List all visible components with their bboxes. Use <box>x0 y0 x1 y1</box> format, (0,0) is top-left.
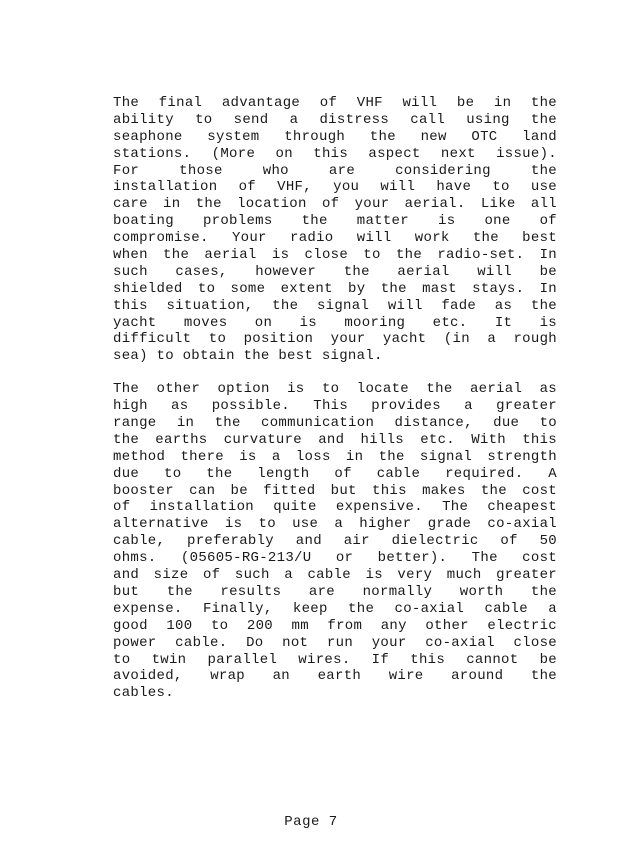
text-line: alternative is to use a higher grade co-axial <box>113 516 557 533</box>
text-line: The final advantage of VHF will be in the <box>113 95 557 111</box>
text-line: ohms. (05605-RG-213/U or better). The cost <box>113 550 557 567</box>
text-line: but the results are normally worth the <box>113 583 557 600</box>
text-line: stations. (More on this aspect next issue). <box>113 145 557 162</box>
text-line: sea) to obtain the best signal. <box>113 348 383 365</box>
text-line: good 100 to 200 mm from any other electric <box>113 617 557 634</box>
text-line: this situation, the signal will fade as the <box>113 297 557 314</box>
paragraph-aerial-options <box>113 381 557 702</box>
text-line: due to the length of cable required. A <box>113 465 557 482</box>
text-line: ability to send a distress call using the <box>113 111 557 128</box>
text-line: The other option is to locate the aerial as <box>113 381 557 398</box>
text-line: cables. <box>113 685 174 702</box>
text-line: avoided, wrap an earth wire around the <box>113 668 557 685</box>
text-line: power cable. Do not run your co-axial close <box>113 634 557 651</box>
text-line: such cases, however the aerial will be <box>113 263 557 280</box>
text-line: and size of such a cable is very much greater <box>113 567 557 584</box>
text-line: care in the location of your aerial. Like all <box>113 196 557 213</box>
paragraph-vhf-advantage <box>113 95 557 365</box>
text-line: yacht moves on is mooring etc. It is <box>113 314 557 331</box>
text-line: compromise. Your radio will work the best <box>113 230 557 247</box>
text-line: of installation quite expensive. The cheapest <box>113 499 557 516</box>
text-line: range in the communication distance, due to <box>113 415 557 432</box>
text-line: the earths curvature and hills etc. With this <box>113 431 557 448</box>
text-line: cable, preferably and air dielectric of 50 <box>113 533 557 550</box>
text-line: boating problems the matter is one of <box>113 213 557 230</box>
text-line: For those who are considering the <box>113 162 557 179</box>
text-line: expense. Finally, keep the co-axial cable a <box>113 600 557 617</box>
text-line: installation of VHF, you will have to use <box>113 179 557 196</box>
text-line: shielded to some extent by the mast stays. In <box>113 280 557 297</box>
text-line: booster can be fitted but this makes the cost <box>113 482 557 499</box>
text-line: when the aerial is close to the radio-set. In <box>113 247 557 264</box>
text-line: to twin parallel wires. If this cannot be <box>113 651 557 668</box>
body-text <box>113 95 557 718</box>
text-line: method there is a loss in the signal strength <box>113 448 557 465</box>
text-line: difficult to position your yacht (in a rough <box>113 331 557 348</box>
text-line: seaphone system through the new OTC land <box>113 128 557 145</box>
text-line: high as possible. This provides a greater <box>113 398 557 415</box>
page-number: Page 7 <box>284 814 338 830</box>
